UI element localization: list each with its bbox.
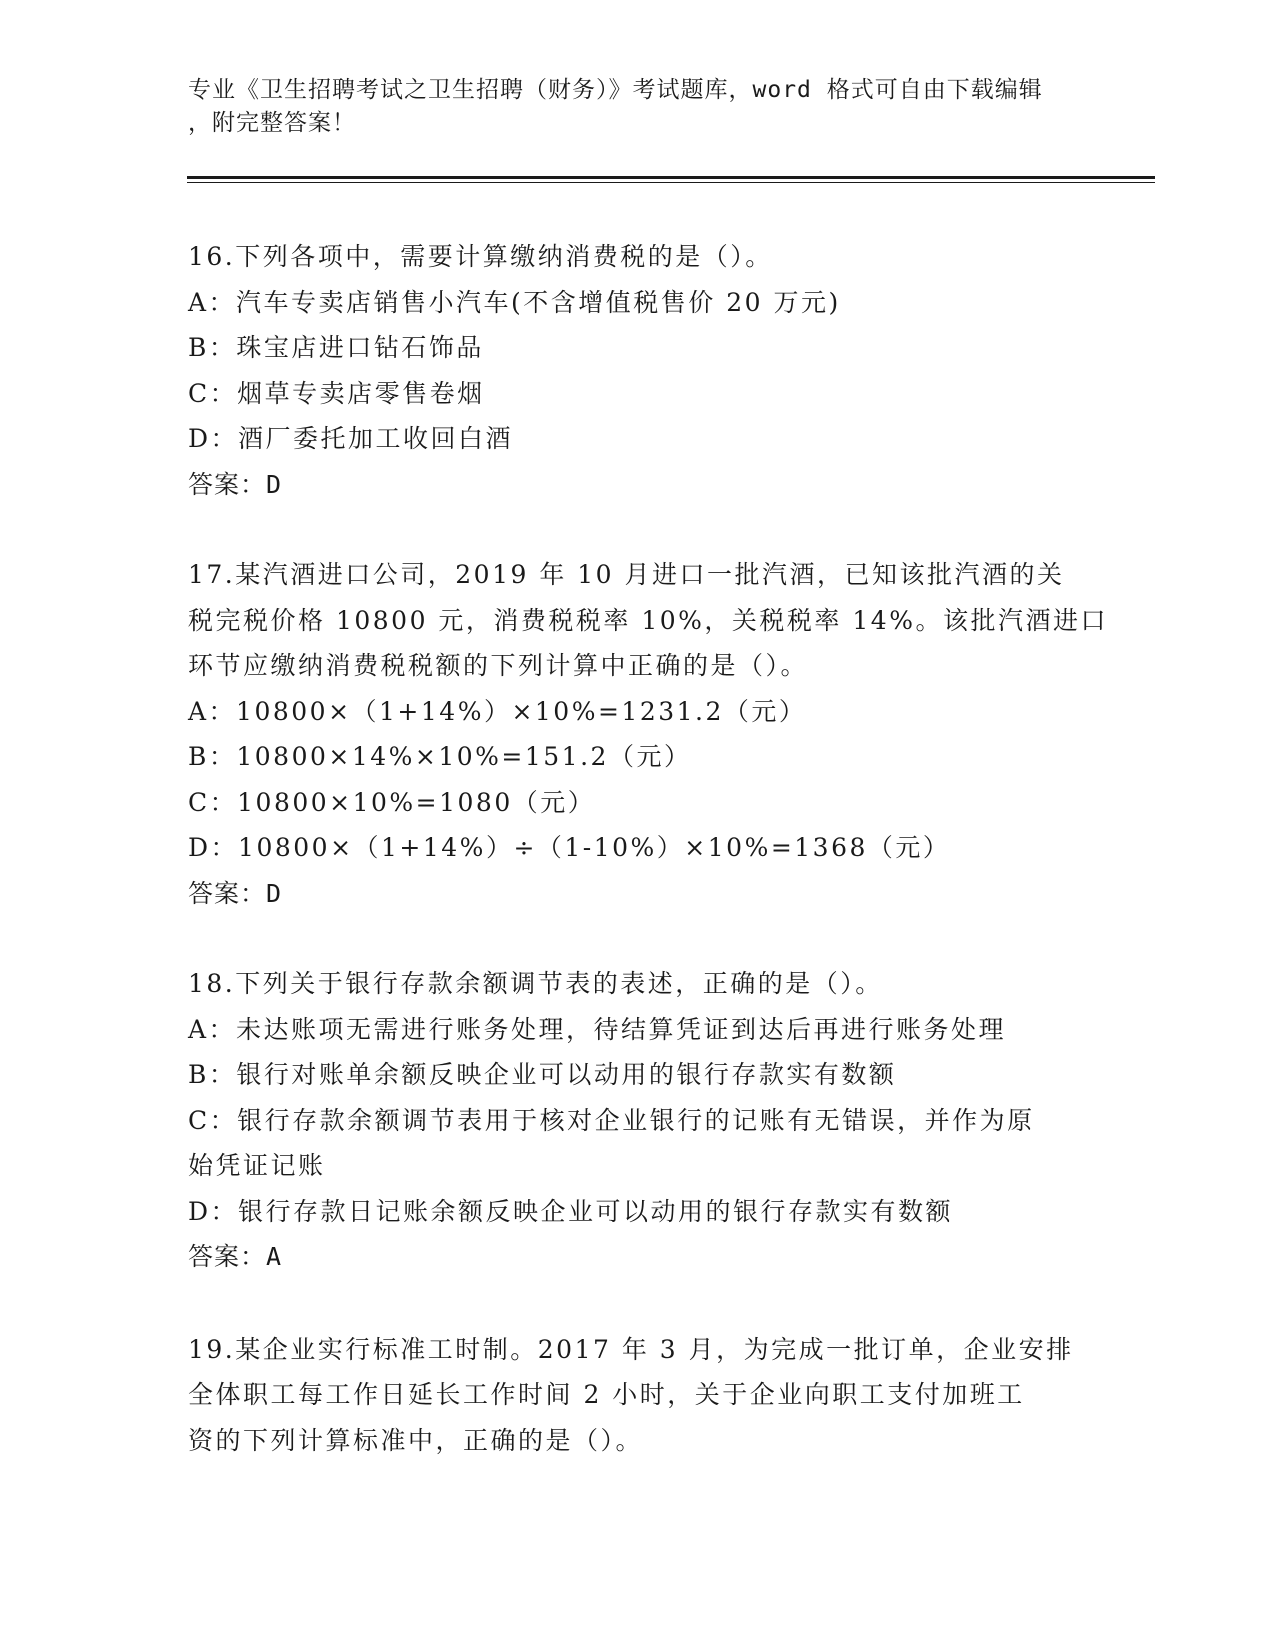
option-a: A：汽车专卖店销售小汽车(不含增值税售价 20 万元)	[188, 287, 841, 317]
question-17	[188, 552, 1108, 916]
option-d: D：10800×（1+14%）÷（1-10%）×10%=1368（元）	[188, 833, 951, 862]
question-stem-line: 18.下列关于银行存款余额调节表的表述，正确的是（）。	[188, 969, 883, 998]
question-18	[188, 961, 1088, 1280]
option-a: A：10800×（1+14%）×10%=1231.2（元）	[188, 696, 807, 726]
question-stem-line: 环节应缴纳消费税税额的下列计算中正确的是（）。	[188, 651, 809, 680]
answer: 答案：D	[188, 469, 283, 499]
question-list	[188, 234, 1108, 1463]
question-stem-line: 资的下列计算标准中，正确的是（）。	[188, 1425, 644, 1455]
answer: 答案：A	[188, 1242, 283, 1271]
option-a: A：未达账项无需进行账务处理，待结算凭证到达后再进行账务处理	[188, 1014, 1007, 1044]
header-divider-thick	[187, 176, 1155, 179]
question-stem-line: 17.某汽酒进口公司，2019 年 10 月进口一批汽酒，已知该批汽酒的关	[188, 560, 1065, 589]
answer: 答案：D	[188, 878, 283, 908]
question-stem-line: 全体职工每工作日延长工作时间 2 小时，关于企业向职工支付加班工	[188, 1380, 1025, 1409]
option-c: C：烟草专卖店零售卷烟	[188, 378, 485, 408]
question-stem-line: 19.某企业实行标准工时制。2017 年 3 月，为完成一批订单，企业安排	[188, 1334, 1074, 1364]
option-c: C：银行存款余额调节表用于核对企业银行的记账有无错误，并作为原	[188, 1105, 1035, 1135]
option-b: B：银行对账单余额反映企业可以动用的银行存款实有数额	[188, 1060, 897, 1089]
option-d: D：酒厂委托加工收回白酒	[188, 424, 514, 453]
header-line-2: ，附完整答案！	[188, 110, 356, 136]
option-c-continued: 始凭证记账	[188, 1151, 326, 1180]
header-divider-thin	[187, 182, 1155, 183]
question-19	[188, 1327, 1088, 1464]
question-16	[188, 234, 1088, 507]
option-b: B：珠宝店进口钻石饰品	[188, 333, 484, 362]
option-b: B：10800×14%×10%=151.2（元）	[188, 742, 692, 771]
option-d: D：银行存款日记账余额反映企业可以动用的银行存款实有数额	[188, 1196, 954, 1226]
option-c: C：10800×10%=1080（元）	[188, 787, 596, 817]
header-line-1: 专业《卫生招聘考试之卫生招聘（财务）》考试题库，word 格式可自由下载编辑	[188, 77, 1043, 103]
question-stem-line: 16.下列各项中，需要计算缴纳消费税的是（）。	[188, 242, 773, 271]
document-header	[188, 74, 1068, 140]
question-stem-line: 税完税价格 10800 元，消费税税率 10%，关税税率 14%。该批汽酒进口	[188, 605, 1108, 635]
